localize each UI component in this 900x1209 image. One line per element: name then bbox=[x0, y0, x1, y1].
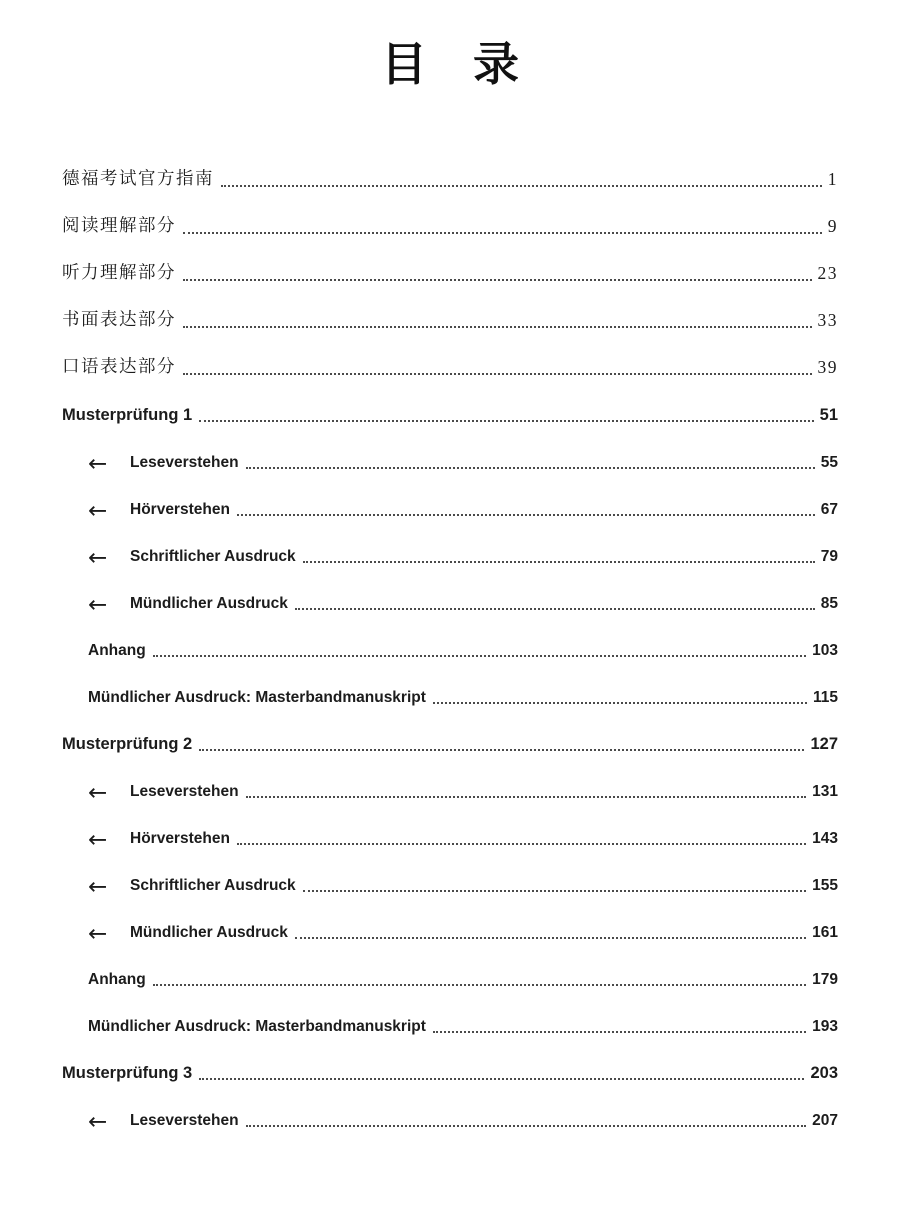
toc-entry-label: Musterprüfung 2 bbox=[62, 734, 193, 753]
left-arrow-icon: ← bbox=[88, 780, 108, 807]
page-title: 目 录 bbox=[381, 37, 519, 91]
dot-leader bbox=[246, 1125, 807, 1127]
dot-leader bbox=[433, 702, 807, 704]
toc-entry-label: Leseverstehen bbox=[130, 782, 239, 800]
toc-entry-page: 103 bbox=[812, 641, 838, 659]
toc-entry-page: 127 bbox=[810, 734, 838, 753]
left-arrow-icon: ← bbox=[88, 1109, 108, 1136]
left-arrow-icon: ← bbox=[88, 874, 108, 901]
toc-entry-label: Mündlicher Ausdruck bbox=[130, 923, 288, 941]
toc-entry-page: 67 bbox=[820, 500, 838, 518]
toc-row bbox=[62, 1002, 838, 1049]
toc-entry-label: Mündlicher Ausdruck bbox=[130, 594, 288, 612]
toc-row bbox=[62, 767, 838, 814]
toc-entry-label: Schriftlicher Ausdruck bbox=[130, 876, 296, 894]
toc-entry-label: 书面表达部分 bbox=[62, 308, 176, 329]
toc-list bbox=[62, 156, 838, 1143]
left-arrow-icon: ← bbox=[88, 592, 108, 619]
toc-entry-page: 207 bbox=[812, 1111, 838, 1129]
left-arrow-icon: ← bbox=[88, 545, 108, 572]
toc-row bbox=[62, 485, 838, 532]
dot-leader bbox=[295, 608, 815, 610]
toc-entry-page: 179 bbox=[812, 970, 838, 988]
dot-leader bbox=[199, 1078, 804, 1080]
dot-leader bbox=[433, 1031, 806, 1033]
toc-row bbox=[62, 579, 838, 626]
toc-entry-page: 161 bbox=[812, 923, 838, 941]
toc-row bbox=[62, 626, 838, 673]
toc-entry-page: 79 bbox=[820, 547, 838, 565]
left-arrow-icon: ← bbox=[88, 498, 108, 525]
toc-row bbox=[62, 391, 838, 438]
toc-row bbox=[62, 908, 838, 955]
toc-entry-page: 23 bbox=[817, 262, 838, 283]
toc-entry-label: Leseverstehen bbox=[130, 453, 239, 471]
toc-entry-label: Leseverstehen bbox=[130, 1111, 239, 1129]
toc-entry-label: Hörverstehen bbox=[130, 500, 230, 518]
toc-entry-label: 阅读理解部分 bbox=[62, 214, 176, 235]
toc-entry-page: 1 bbox=[827, 168, 838, 189]
toc-entry-label: Mündlicher Ausdruck: Masterbandmanuskript bbox=[88, 688, 426, 706]
toc-entry-page: 203 bbox=[810, 1063, 838, 1082]
toc-entry-label: Mündlicher Ausdruck: Masterbandmanuskript bbox=[88, 1017, 426, 1035]
left-arrow-icon: ← bbox=[88, 451, 108, 478]
toc-row bbox=[62, 814, 838, 861]
dot-leader bbox=[221, 185, 822, 187]
toc-entry-page: 85 bbox=[820, 594, 838, 612]
toc-row bbox=[62, 955, 838, 1002]
dot-leader bbox=[183, 279, 812, 281]
dot-leader bbox=[295, 937, 806, 939]
toc-row bbox=[62, 1096, 838, 1143]
dot-leader bbox=[237, 843, 806, 845]
toc-entry-page: 33 bbox=[817, 309, 838, 330]
dot-leader bbox=[199, 749, 804, 751]
toc-entry-page: 193 bbox=[812, 1017, 838, 1035]
toc-entry-label: 口语表达部分 bbox=[62, 355, 176, 376]
left-arrow-icon: ← bbox=[88, 921, 108, 948]
dot-leader bbox=[183, 326, 812, 328]
dot-leader bbox=[237, 514, 815, 516]
dot-leader bbox=[246, 796, 807, 798]
dot-leader bbox=[246, 467, 815, 469]
toc-entry-page: 39 bbox=[817, 356, 838, 377]
dot-leader bbox=[153, 984, 806, 986]
toc-row bbox=[62, 203, 838, 250]
toc-row bbox=[62, 438, 838, 485]
toc-entry-label: Musterprüfung 1 bbox=[62, 405, 193, 424]
toc-entry-label: 德福考试官方指南 bbox=[62, 167, 214, 188]
left-arrow-icon: ← bbox=[88, 827, 108, 854]
dot-leader bbox=[183, 232, 822, 234]
toc-entry-page: 131 bbox=[812, 782, 838, 800]
toc-entry-label: Hörverstehen bbox=[130, 829, 230, 847]
toc-row bbox=[62, 344, 838, 391]
dot-leader bbox=[303, 890, 806, 892]
dot-leader bbox=[153, 655, 806, 657]
toc-row bbox=[62, 673, 838, 720]
toc-entry-page: 115 bbox=[812, 688, 838, 706]
toc-entry-label: Anhang bbox=[88, 970, 146, 988]
toc-entry-page: 51 bbox=[819, 405, 838, 424]
toc-entry-label: Schriftlicher Ausdruck bbox=[130, 547, 296, 565]
toc-entry-label: Musterprüfung 3 bbox=[62, 1063, 193, 1082]
toc-entry-page: 143 bbox=[812, 829, 838, 847]
dot-leader bbox=[199, 420, 813, 422]
toc-row bbox=[62, 1049, 838, 1096]
toc-entry-label: 听力理解部分 bbox=[62, 261, 176, 282]
toc-entry-page: 55 bbox=[820, 453, 838, 471]
toc-row bbox=[62, 861, 838, 908]
toc-row bbox=[62, 250, 838, 297]
toc-row bbox=[62, 532, 838, 579]
dot-leader bbox=[183, 373, 812, 375]
toc-entry-page: 155 bbox=[812, 876, 838, 894]
toc-entry-page: 9 bbox=[827, 215, 838, 236]
toc-row bbox=[62, 156, 838, 203]
toc-row bbox=[62, 297, 838, 344]
toc-entry-label: Anhang bbox=[88, 641, 146, 659]
dot-leader bbox=[303, 561, 815, 563]
toc-row bbox=[62, 720, 838, 767]
